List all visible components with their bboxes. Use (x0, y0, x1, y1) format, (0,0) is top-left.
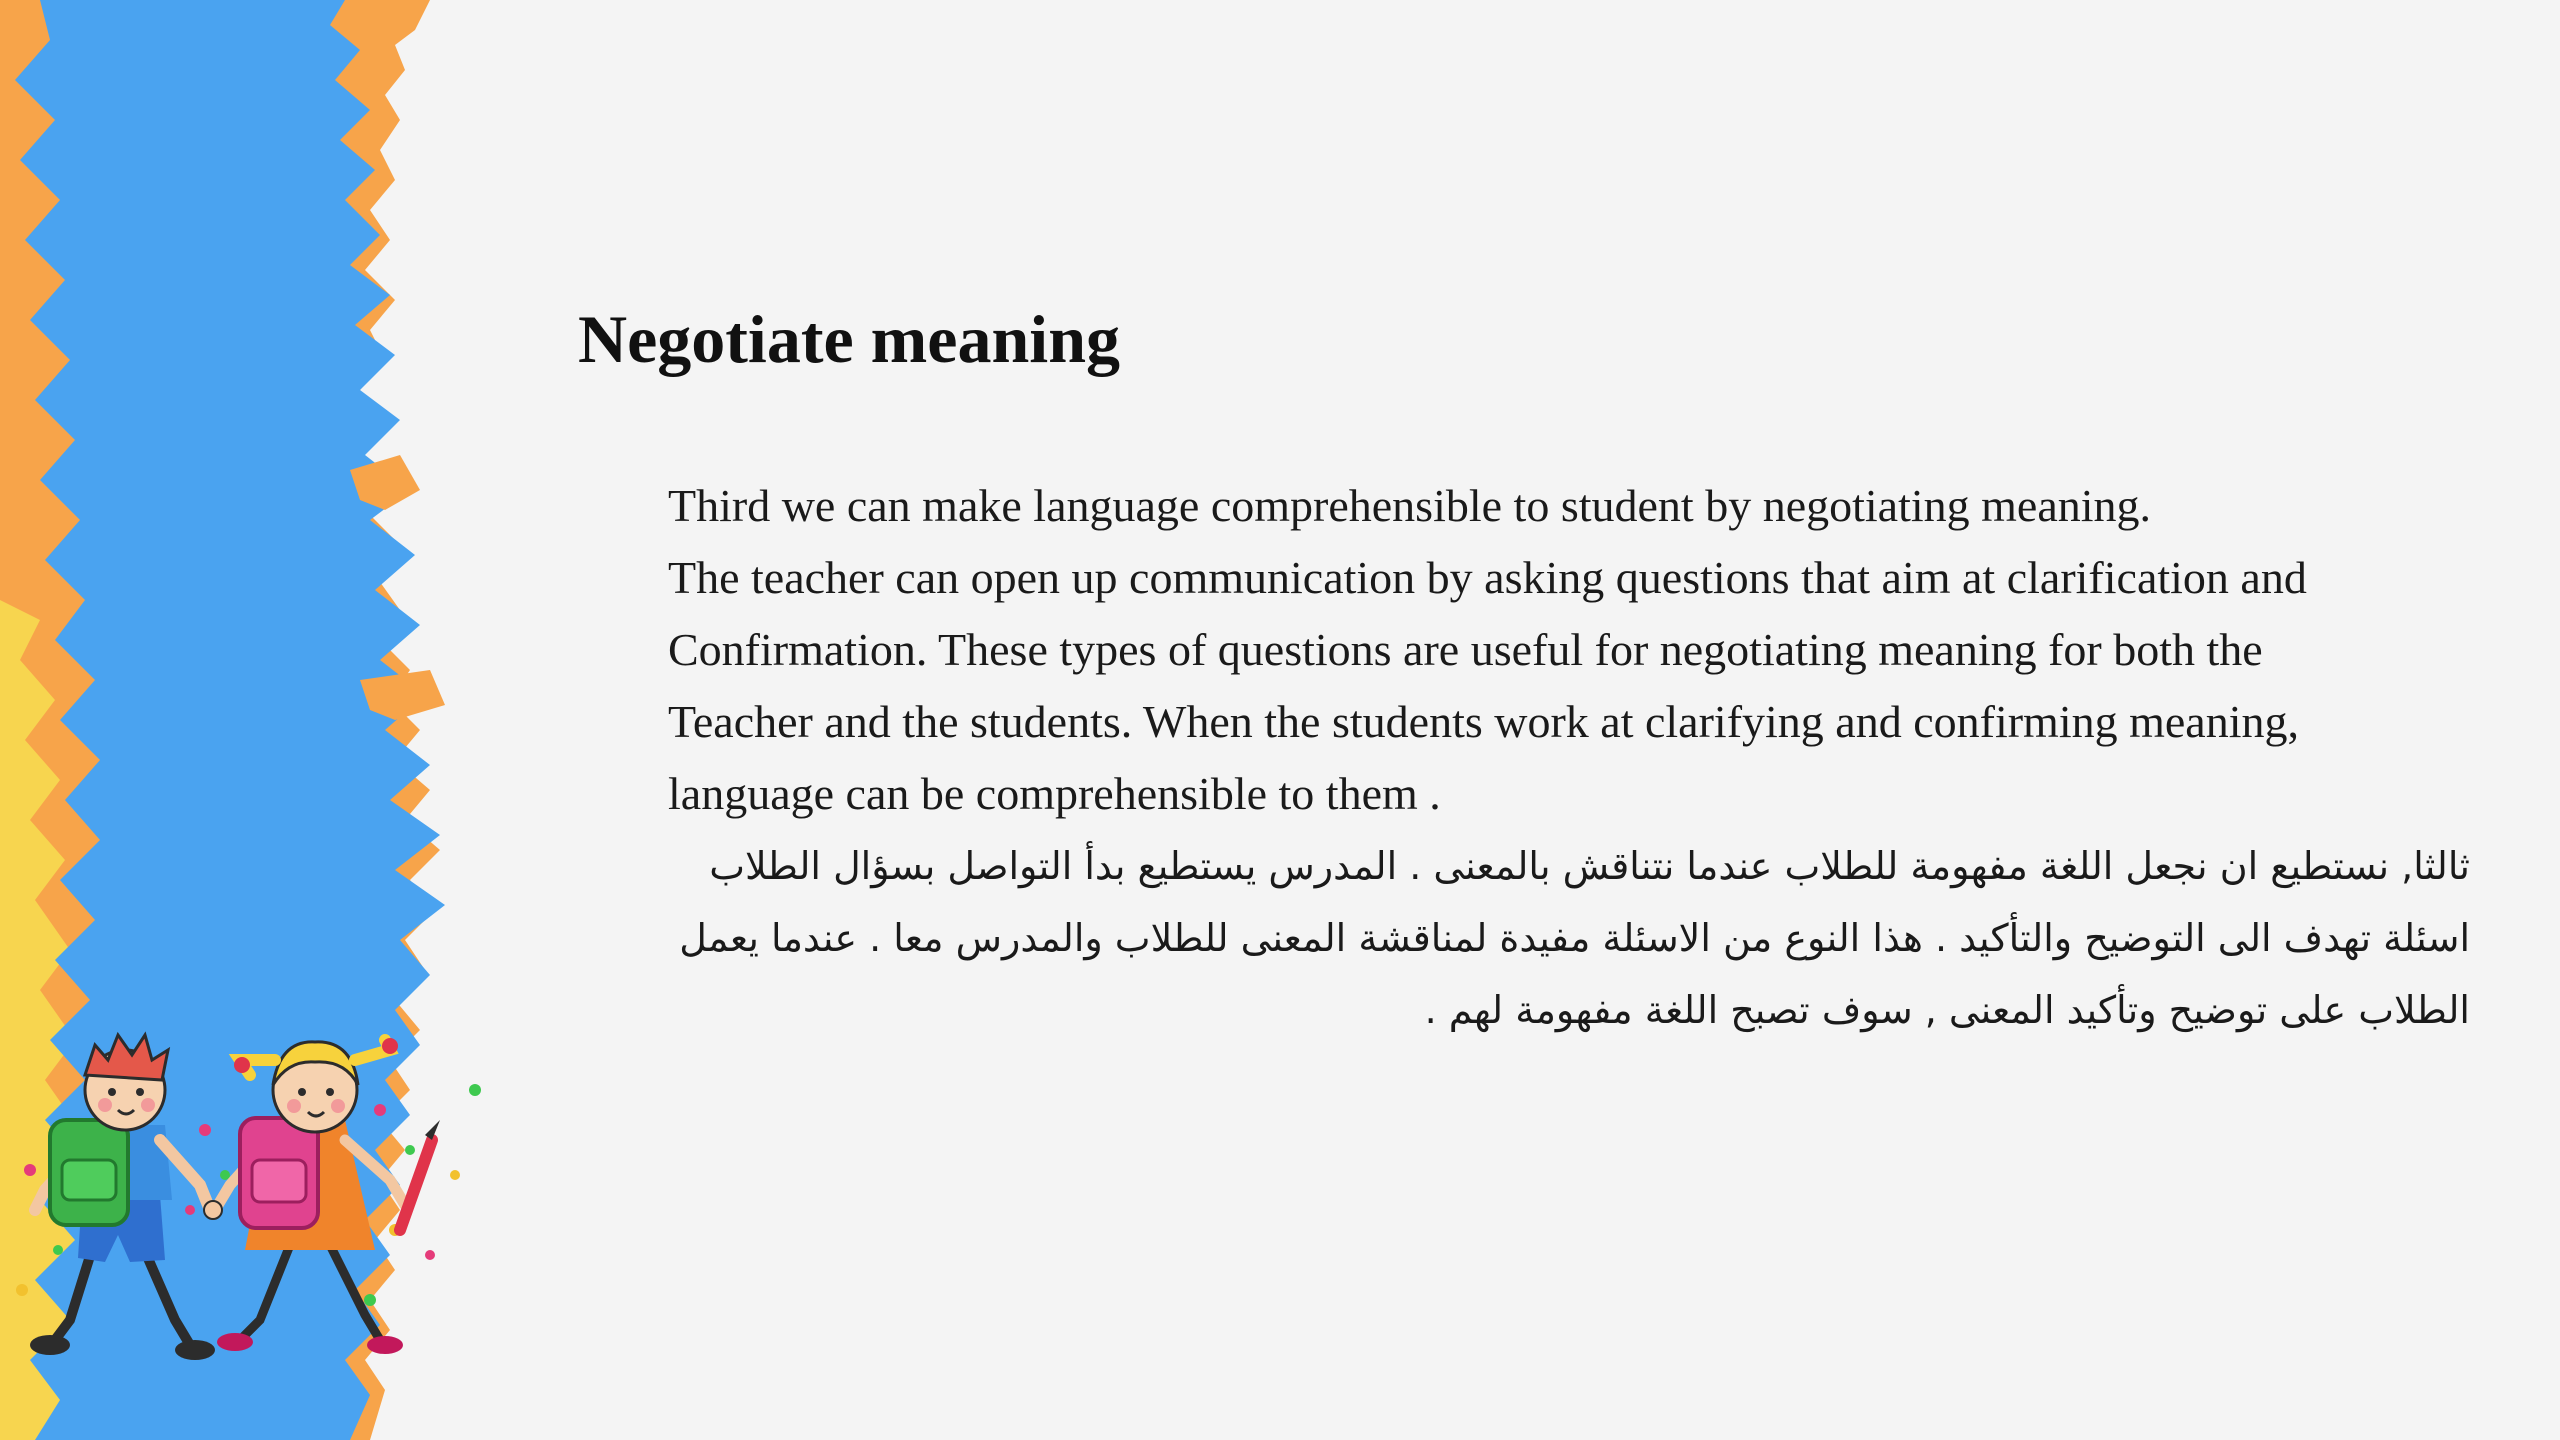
paint-splash-border (0, 0, 500, 1440)
english-line: language can be comprehensible to them . (668, 768, 1441, 819)
english-paragraph (668, 470, 2478, 830)
arabic-line: ثالثا, نستطيع ان نجعل اللغة مفهومة للطلاب عندما نتناقش بالمعنى . المدرس يستطيع بدأ التواصل بسؤال الطلاب (709, 844, 2470, 888)
arabic-paragraph (679, 830, 2470, 1046)
arabic-line: اسئلة تهدف الى التوضيح والتأكيد . هذا النوع من الاسئلة مفيدة لمناقشة المعنى للطلاب والمدرس معا . عندما يعمل (679, 916, 2470, 960)
slide-title: Negotiate meaning (578, 301, 1121, 377)
holding-hands (204, 1201, 222, 1219)
arabic-line: الطلاب على توضيح وتأكيد المعنى , سوف تصبح اللغة مفهومة لهم . (1424, 988, 2470, 1032)
english-line: Third we can make language comprehensible to student by negotiating meaning. (668, 480, 2152, 531)
english-line: The teacher can open up communication by asking questions that aim at clarification and (668, 552, 2307, 603)
english-line: Confirmation. These types of questions are useful for negotiating meaning for both the (668, 624, 2263, 675)
english-line: Teacher and the students. When the students work at clarifying and confirming meaning, (668, 696, 2300, 747)
